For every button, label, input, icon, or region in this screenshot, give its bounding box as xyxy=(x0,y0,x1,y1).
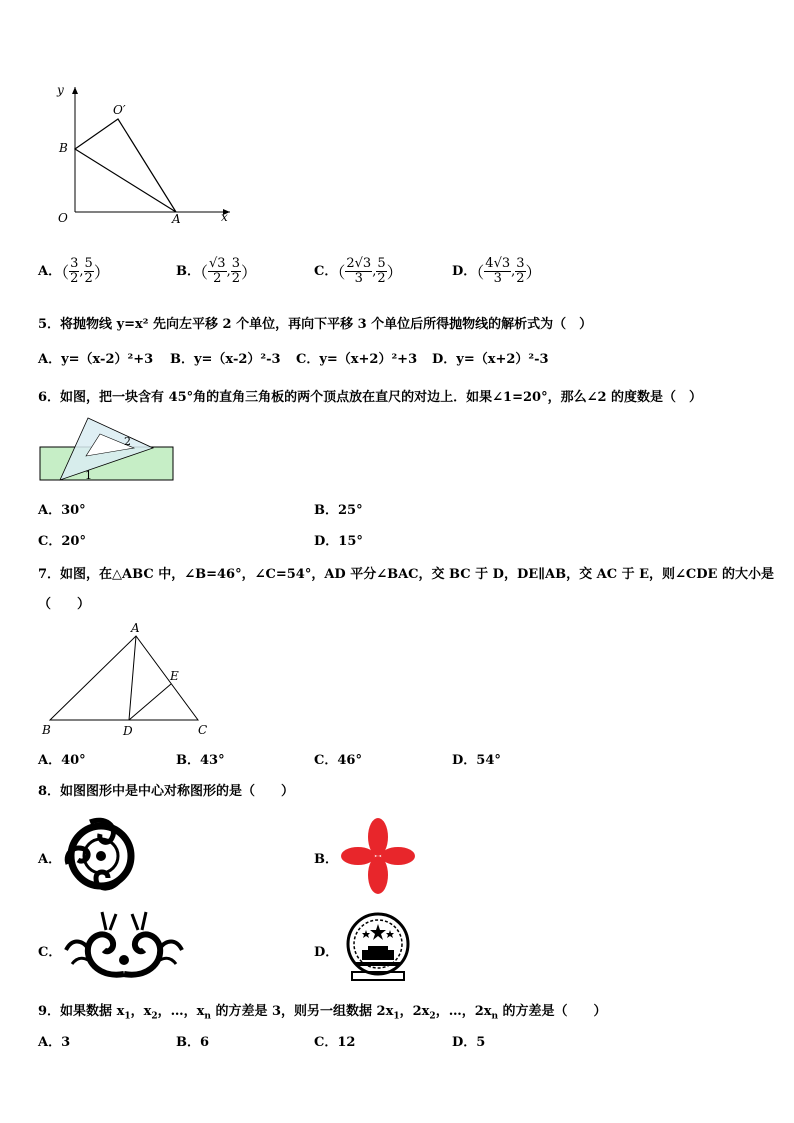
q5-option-c[interactable]: C．y=（x+2）²+3 xyxy=(296,352,418,367)
q7-option-b[interactable]: B．43° xyxy=(176,753,225,768)
vertex-d-label: D xyxy=(123,724,133,738)
option-letter: C． xyxy=(314,264,338,279)
q8-option-d-national-emblem[interactable] xyxy=(338,906,418,986)
q4-option-d[interactable]: D．（ $\frac{4√3}{3}$ , $\frac{3}{2}$ ） xyxy=(452,256,542,286)
q4-coordinate-figure xyxy=(50,82,235,232)
q8-option-b-four-petal-flower[interactable] xyxy=(336,816,420,896)
vertex-b-label: B xyxy=(42,723,51,737)
q6-option-c[interactable]: C．20° xyxy=(38,534,86,549)
point-b-label: B xyxy=(59,141,68,155)
q7-stem: 7．如图，在△ABC 中，∠B=46°，∠C=54°，AD 平分∠BAC，交 BC 于 D，DE∥AB，交 AC 于 E，则∠CDE 的大小是 xyxy=(38,567,774,582)
q7-triangle-figure xyxy=(38,618,218,740)
q8-option-c-label[interactable]: C． xyxy=(38,945,62,960)
q8-option-c-twin-birds-pattern[interactable] xyxy=(62,908,186,984)
point-o-prime-label: O′ xyxy=(113,103,126,117)
q7-option-a[interactable]: A．40° xyxy=(38,753,86,768)
q8-option-a-emblem[interactable] xyxy=(60,816,142,896)
q9-stem: 9．如果数据 $x_1$，$x_2$，…，$x_n$ 的方差是 3，则另一组数据 $2x_1$，$2x_2$，…，$2x_n$ 的方差是（ ） xyxy=(38,1004,607,1022)
fraction: $\frac{3}{2}$ xyxy=(516,256,525,286)
q8-option-a-label[interactable]: A． xyxy=(38,852,62,867)
q5-option-a[interactable]: A．y=（x-2）²+3 xyxy=(38,352,154,367)
q9-option-a[interactable]: A．3 xyxy=(38,1035,71,1050)
angle-1-label: 1 xyxy=(85,469,92,482)
fraction: $\frac{5}{2}$ xyxy=(377,256,386,286)
q7-option-c[interactable]: C．46° xyxy=(314,753,362,768)
axis-y-label: y xyxy=(57,83,64,97)
q8-option-d-label[interactable]: D． xyxy=(314,945,339,960)
q6-option-b[interactable]: B．25° xyxy=(314,503,363,518)
q4-option-c[interactable]: C．（ $\frac{2√3}{3}$ , $\frac{5}{2}$ ） xyxy=(314,256,403,286)
q8-stem: 8．如图图形中是中心对称图形的是（ ） xyxy=(38,784,295,799)
q5-option-d[interactable]: D．y=（x+2）²-3 xyxy=(432,352,549,367)
q6-ruler-triangle-figure xyxy=(38,412,178,484)
point-a-label: A xyxy=(172,212,181,226)
fraction: $\frac{3}{2}$ xyxy=(70,256,79,286)
vertex-c-label: C xyxy=(198,723,208,737)
fraction: $\frac{√3}{2}$ xyxy=(209,256,226,286)
q9-option-b[interactable]: B．6 xyxy=(176,1035,210,1050)
option-letter: D． xyxy=(452,264,477,279)
fraction: $\frac{4√3}{3}$ xyxy=(485,256,511,286)
q9-option-c[interactable]: C．12 xyxy=(314,1035,356,1050)
vertex-a-label: A xyxy=(131,621,140,635)
q4-option-b[interactable]: B．（ $\frac{√3}{2}$ , $\frac{3}{2}$ ） xyxy=(176,256,258,286)
q6-stem: 6．如图，把一块含有 45°角的直角三角板的两个顶点放在直尺的对边上．如果∠1=20°，那么∠2 的度数是（ ） xyxy=(38,390,703,405)
fraction: $\frac{3}{2}$ xyxy=(231,256,240,286)
q4-option-a[interactable]: A．（ $\frac{3}{2}$ , $\frac{5}{2}$ ） xyxy=(38,256,110,286)
q6-option-a[interactable]: A．30° xyxy=(38,503,86,518)
q5-stem: 5．将抛物线 y=x² 先向左平移 2 个单位，再向下平移 3 个单位后所得抛物线的解析式为（ ） xyxy=(38,317,593,332)
vertex-e-label: E xyxy=(170,669,179,683)
option-letter: A． xyxy=(38,264,62,279)
q7-option-d[interactable]: D．54° xyxy=(452,753,501,768)
q8-option-b-label[interactable]: B． xyxy=(314,852,338,867)
point-o-label: O xyxy=(58,211,68,225)
q6-option-d[interactable]: D．15° xyxy=(314,534,363,549)
axis-x-label: x xyxy=(221,210,228,224)
fraction: $\frac{5}{2}$ xyxy=(84,256,93,286)
option-letter: B． xyxy=(176,264,200,279)
q9-option-d[interactable]: D．5 xyxy=(452,1035,486,1050)
q5-option-b[interactable]: B．y=（x-2）²-3 xyxy=(170,352,281,367)
fraction: $\frac{2√3}{3}$ xyxy=(346,256,372,286)
q7-stem-cont: （ ） xyxy=(38,597,91,612)
angle-2-label: 2 xyxy=(124,435,131,448)
